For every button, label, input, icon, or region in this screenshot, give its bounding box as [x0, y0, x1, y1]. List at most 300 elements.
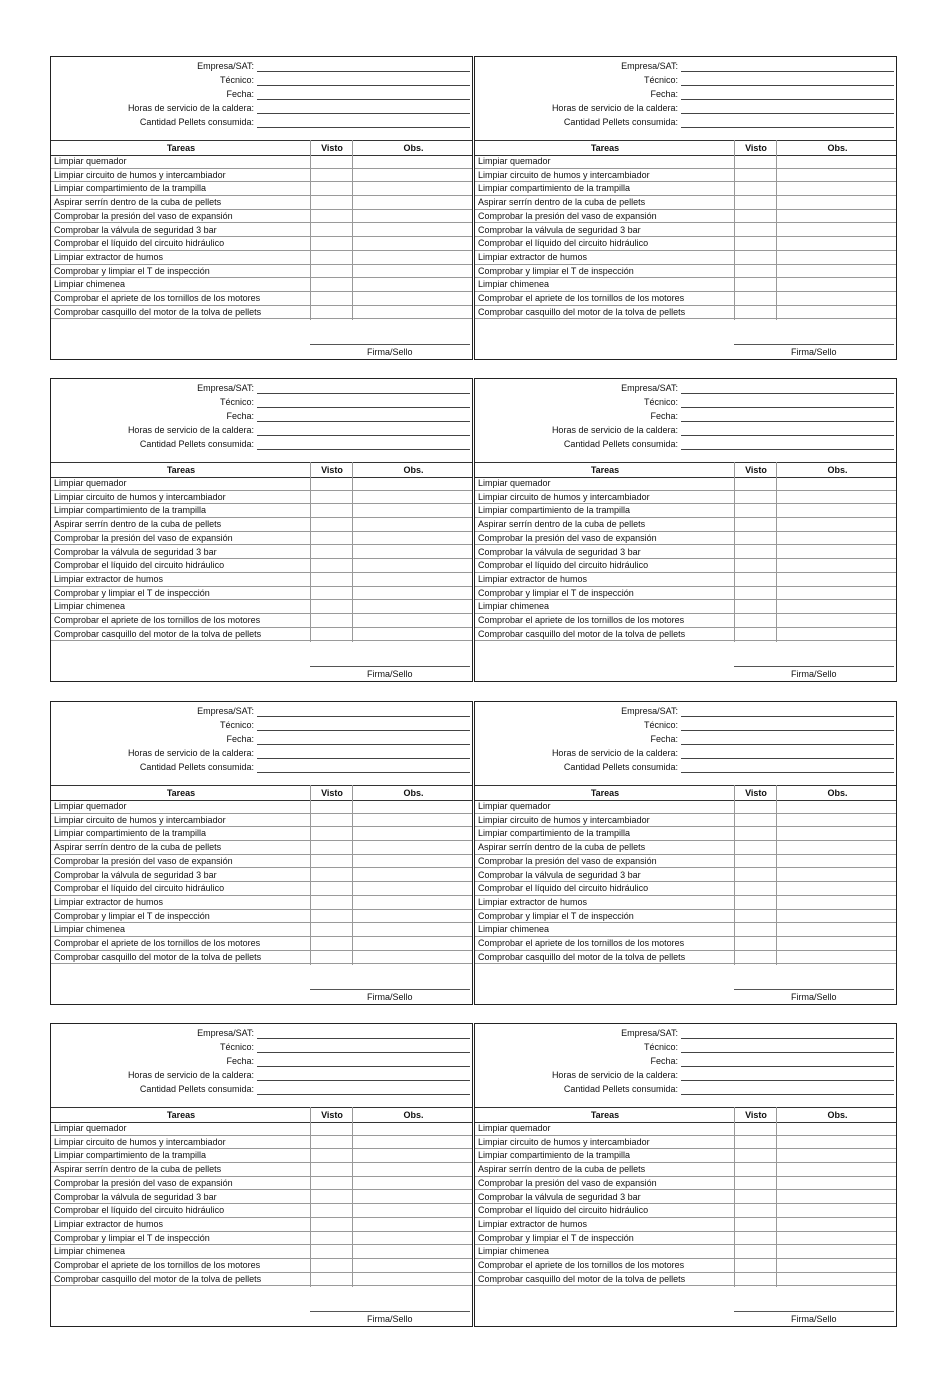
task-label: Comprobar la válvula de seguridad 3 bar [54, 1191, 217, 1202]
task-row [475, 1259, 896, 1273]
column-header-seen: Visto [745, 1110, 767, 1120]
task-label: Limpiar chimenea [478, 924, 550, 935]
task-label: Comprobar el líquido del circuito hidráulico [478, 1205, 649, 1216]
task-label: Aspirar serrín dentro de la cuba de pellets [54, 842, 222, 853]
header-field-input-line[interactable] [681, 758, 894, 759]
column-header-seen: Visto [745, 465, 767, 475]
task-row [475, 841, 896, 855]
task-row [475, 1177, 896, 1191]
header-field-row [51, 1026, 472, 1040]
column-header-tasks: Tareas [166, 143, 196, 153]
column-header-notes: Obs. [827, 465, 848, 475]
task-row [475, 1245, 896, 1259]
header-field-input-line[interactable] [681, 113, 894, 114]
task-label: Limpiar chimenea [478, 279, 550, 290]
signature-label: Firma/Sello [791, 1314, 837, 1324]
task-label: Aspirar serrín dentro de la cuba de pellets [54, 519, 222, 530]
task-label: Aspirar serrín dentro de la cuba de pellets [478, 1164, 646, 1175]
task-label: Comprobar y limpiar el T de inspección [478, 265, 634, 276]
header-field-label: Fecha: [226, 734, 254, 744]
task-row [475, 532, 896, 546]
task-label: Comprobar el líquido del circuito hidráulico [54, 883, 225, 894]
task-row [475, 292, 896, 306]
header-field-row [51, 115, 472, 129]
task-row [475, 951, 896, 965]
task-label: Comprobar y limpiar el T de inspección [478, 1232, 634, 1243]
header-field-input-line[interactable] [681, 393, 894, 394]
task-row [51, 224, 472, 238]
header-field-input-line[interactable] [681, 99, 894, 100]
task-label: Comprobar el líquido del circuito hidráulico [478, 238, 649, 249]
header-field-input-line[interactable] [257, 435, 470, 436]
header-field-label: Fecha: [650, 1056, 678, 1066]
header-field-row [51, 73, 472, 87]
notes-column-divider [776, 140, 777, 320]
column-header-tasks: Tareas [166, 465, 196, 475]
task-label: Comprobar y limpiar el T de inspección [54, 910, 210, 921]
header-field-label: Cantidad Pellets consumida: [563, 439, 678, 449]
header-field-label: Horas de servicio de la caldera: [127, 103, 254, 113]
header-field-label: Técnico: [643, 397, 678, 407]
task-row [51, 1191, 472, 1205]
task-row [51, 587, 472, 601]
task-row [475, 196, 896, 210]
task-row [51, 278, 472, 292]
task-row [51, 1259, 472, 1273]
task-row [475, 1273, 896, 1287]
header-field-row [51, 59, 472, 73]
signature-label: Firma/Sello [791, 992, 837, 1002]
header-field-label: Empresa/SAT: [197, 1028, 254, 1038]
column-header-notes: Obs. [403, 1110, 424, 1120]
task-label: Comprobar y limpiar el T de inspección [54, 587, 210, 598]
signature-line[interactable] [734, 344, 894, 345]
header-field-label: Técnico: [643, 75, 678, 85]
task-row [475, 1149, 896, 1163]
task-row [51, 251, 472, 265]
task-row [475, 224, 896, 238]
header-field-row [475, 1026, 896, 1040]
task-row [475, 882, 896, 896]
task-row [475, 477, 896, 491]
task-label: Limpiar compartimiento de la trampilla [54, 1150, 207, 1161]
header-field-input-line[interactable] [257, 758, 470, 759]
task-row [51, 210, 472, 224]
task-row [475, 896, 896, 910]
maintenance-card [50, 56, 473, 360]
task-label: Comprobar la presión del vaso de expansión [478, 210, 657, 221]
header-field-row [51, 1040, 472, 1054]
column-header-notes: Obs. [827, 788, 848, 798]
task-row [475, 1218, 896, 1232]
header-field-input-line[interactable] [257, 113, 470, 114]
header-field-label: Técnico: [219, 720, 254, 730]
header-field-input-line[interactable] [257, 1066, 470, 1067]
header-field-input-line[interactable] [257, 772, 470, 773]
header-field-row [475, 423, 896, 437]
task-row [51, 1177, 472, 1191]
task-label: Comprobar la presión del vaso de expansión [54, 210, 233, 221]
task-row [51, 532, 472, 546]
column-header-seen: Visto [745, 788, 767, 798]
task-row [475, 614, 896, 628]
task-label: Comprobar casquillo del motor de la tolva de pellets [478, 951, 686, 962]
column-header-notes: Obs. [403, 788, 424, 798]
task-row [475, 518, 896, 532]
task-row [51, 882, 472, 896]
task-row [475, 628, 896, 642]
task-table-header [51, 786, 472, 801]
column-header-notes: Obs. [827, 143, 848, 153]
task-table [51, 1107, 472, 1284]
header-field-row [475, 760, 896, 774]
header-field-input-line[interactable] [681, 730, 894, 731]
header-field-row [475, 437, 896, 451]
notes-column-divider [352, 1107, 353, 1287]
task-row [475, 237, 896, 251]
maintenance-card [50, 378, 473, 682]
task-label: Limpiar circuito de humos y intercambiador [54, 1136, 226, 1147]
task-label: Limpiar extractor de humos [478, 251, 588, 262]
header-field-row [51, 732, 472, 746]
header-field-row [475, 1068, 896, 1082]
task-label: Comprobar la presión del vaso de expansión [478, 1177, 657, 1188]
task-row [475, 504, 896, 518]
task-label: Comprobar y limpiar el T de inspección [478, 910, 634, 921]
task-label: Limpiar chimenea [54, 279, 126, 290]
task-label: Limpiar chimenea [478, 1246, 550, 1257]
task-label: Limpiar chimenea [54, 1246, 126, 1257]
header-field-label: Empresa/SAT: [197, 61, 254, 71]
task-label: Comprobar la válvula de seguridad 3 bar [54, 546, 217, 557]
header-field-label: Empresa/SAT: [621, 1028, 678, 1038]
header-field-input-line[interactable] [681, 744, 894, 745]
task-row [475, 1136, 896, 1150]
task-label: Limpiar quemador [54, 1123, 127, 1133]
header-field-label: Horas de servicio de la caldera: [127, 748, 254, 758]
signature-label: Firma/Sello [367, 347, 413, 357]
task-table-header [475, 463, 896, 478]
header-field-row [51, 437, 472, 451]
task-label: Limpiar chimenea [54, 601, 126, 612]
task-row [475, 573, 896, 587]
header-field-label: Empresa/SAT: [621, 383, 678, 393]
task-label: Comprobar la válvula de seguridad 3 bar [54, 224, 217, 235]
header-field-input-line[interactable] [257, 85, 470, 86]
task-row [51, 855, 472, 869]
task-table [51, 785, 472, 962]
column-header-tasks: Tareas [590, 465, 620, 475]
header-field-row [51, 423, 472, 437]
notes-column-divider [776, 462, 777, 642]
task-row [475, 210, 896, 224]
signature-line[interactable] [310, 344, 470, 345]
header-field-input-line[interactable] [257, 393, 470, 394]
task-row [475, 923, 896, 937]
task-row [51, 518, 472, 532]
header-field-input-line[interactable] [257, 407, 470, 408]
header-field-row [475, 395, 896, 409]
header-field-row [475, 87, 896, 101]
task-label: Aspirar serrín dentro de la cuba de pellets [478, 519, 646, 530]
task-label: Comprobar el apriete de los tornillos de los motores [478, 938, 685, 948]
header-field-row [475, 704, 896, 718]
task-row [51, 600, 472, 614]
signature-line[interactable] [310, 1311, 470, 1312]
task-table [51, 140, 472, 317]
header-field-input-line[interactable] [681, 407, 894, 408]
task-label: Comprobar el líquido del circuito hidráulico [54, 1205, 225, 1216]
header-field-row [51, 718, 472, 732]
task-label: Limpiar extractor de humos [478, 573, 588, 584]
column-header-seen: Visto [321, 465, 343, 475]
task-label: Aspirar serrín dentro de la cuba de pellets [54, 197, 222, 208]
task-label: Comprobar el apriete de los tornillos de los motores [54, 1260, 261, 1270]
task-label: Limpiar extractor de humos [54, 251, 164, 262]
maintenance-card [50, 701, 473, 1005]
task-label: Comprobar la válvula de seguridad 3 bar [478, 224, 641, 235]
task-label: Comprobar casquillo del motor de la tolva de pellets [54, 628, 262, 639]
task-row [475, 600, 896, 614]
task-row [51, 1232, 472, 1246]
maintenance-card [474, 1023, 897, 1327]
task-row [51, 923, 472, 937]
header-field-label: Técnico: [219, 1042, 254, 1052]
task-row [475, 855, 896, 869]
task-label: Limpiar compartimiento de la trampilla [54, 183, 207, 194]
task-label: Comprobar la presión del vaso de expansión [54, 532, 233, 543]
notes-column-divider [352, 462, 353, 642]
task-label: Aspirar serrín dentro de la cuba de pellets [478, 197, 646, 208]
task-label: Comprobar el apriete de los tornillos de los motores [478, 293, 685, 303]
signature-line[interactable] [310, 989, 470, 990]
task-row [51, 951, 472, 965]
task-label: Limpiar circuito de humos y intercambiador [478, 169, 650, 180]
task-table-header [475, 786, 896, 801]
task-label: Limpiar compartimiento de la trampilla [478, 828, 631, 839]
header-field-label: Técnico: [643, 1042, 678, 1052]
header-field-input-line[interactable] [681, 1080, 894, 1081]
signature-label: Firma/Sello [367, 1314, 413, 1324]
task-label: Comprobar casquillo del motor de la tolva de pellets [54, 1273, 262, 1284]
maintenance-card [50, 1023, 473, 1327]
notes-column-divider [776, 1107, 777, 1287]
task-row [475, 251, 896, 265]
header-field-input-line[interactable] [257, 1080, 470, 1081]
header-field-input-line[interactable] [257, 421, 470, 422]
task-row [475, 814, 896, 828]
header-field-input-line[interactable] [257, 99, 470, 100]
task-row [51, 196, 472, 210]
signature-label: Firma/Sello [367, 669, 413, 679]
task-row [475, 169, 896, 183]
task-row [475, 1191, 896, 1205]
task-row [51, 869, 472, 883]
header-field-row [475, 718, 896, 732]
task-label: Comprobar el apriete de los tornillos de los motores [54, 938, 261, 948]
header-field-row [51, 760, 472, 774]
task-row [475, 869, 896, 883]
seen-column-divider [310, 1107, 311, 1287]
task-row [475, 1163, 896, 1177]
header-field-input-line[interactable] [681, 1094, 894, 1095]
header-field-label: Fecha: [650, 89, 678, 99]
task-row [51, 292, 472, 306]
header-field-input-line[interactable] [257, 730, 470, 731]
header-field-label: Horas de servicio de la caldera: [551, 1070, 678, 1080]
header-field-label: Cantidad Pellets consumida: [139, 762, 254, 772]
task-table [475, 1107, 896, 1284]
task-label: Comprobar la válvula de seguridad 3 bar [478, 1191, 641, 1202]
header-field-input-line[interactable] [257, 449, 470, 450]
column-header-tasks: Tareas [590, 788, 620, 798]
task-row [51, 1245, 472, 1259]
task-row [51, 155, 472, 169]
maintenance-card [474, 701, 897, 1005]
header-field-input-line[interactable] [681, 127, 894, 128]
header-field-input-line[interactable] [257, 1052, 470, 1053]
header-field-row [51, 409, 472, 423]
header-field-input-line[interactable] [681, 71, 894, 72]
header-field-input-line[interactable] [257, 744, 470, 745]
task-label: Limpiar compartimiento de la trampilla [478, 1150, 631, 1161]
task-table [51, 462, 472, 639]
task-label: Limpiar chimenea [54, 924, 126, 935]
task-label: Limpiar circuito de humos y intercambiador [54, 491, 226, 502]
task-label: Limpiar circuito de humos y intercambiador [478, 814, 650, 825]
task-label: Comprobar el líquido del circuito hidráulico [478, 560, 649, 571]
task-row [475, 155, 896, 169]
task-row [475, 800, 896, 814]
header-field-input-line[interactable] [257, 127, 470, 128]
header-field-input-line[interactable] [257, 1094, 470, 1095]
signature-line[interactable] [734, 989, 894, 990]
column-header-tasks: Tareas [166, 788, 196, 798]
header-field-row [475, 732, 896, 746]
seen-column-divider [310, 462, 311, 642]
header-field-row [51, 1054, 472, 1068]
column-header-seen: Visto [321, 1110, 343, 1120]
maintenance-card [474, 378, 897, 682]
task-row [475, 937, 896, 951]
header-field-input-line[interactable] [681, 772, 894, 773]
task-row [475, 491, 896, 505]
task-row [51, 800, 472, 814]
task-label: Limpiar extractor de humos [54, 896, 164, 907]
task-row [51, 559, 472, 573]
task-row [51, 628, 472, 642]
task-row [51, 1218, 472, 1232]
task-row [51, 237, 472, 251]
header-field-label: Técnico: [219, 75, 254, 85]
task-row [475, 265, 896, 279]
header-field-label: Fecha: [226, 1056, 254, 1066]
header-field-input-line[interactable] [681, 1038, 894, 1039]
task-label: Limpiar circuito de humos y intercambiador [54, 814, 226, 825]
header-field-row [475, 746, 896, 760]
header-field-input-line[interactable] [681, 85, 894, 86]
header-field-label: Fecha: [226, 89, 254, 99]
header-field-label: Empresa/SAT: [197, 383, 254, 393]
task-label: Comprobar el apriete de los tornillos de los motores [54, 293, 261, 303]
header-field-row [475, 73, 896, 87]
task-label: Comprobar el apriete de los tornillos de los motores [54, 615, 261, 625]
header-field-input-line[interactable] [681, 716, 894, 717]
notes-column-divider [352, 785, 353, 965]
signature-line[interactable] [734, 666, 894, 667]
seen-column-divider [734, 462, 735, 642]
header-field-input-line[interactable] [681, 435, 894, 436]
header-field-label: Horas de servicio de la caldera: [551, 425, 678, 435]
task-row [51, 265, 472, 279]
header-field-row [51, 101, 472, 115]
task-label: Comprobar la válvula de seguridad 3 bar [478, 546, 641, 557]
task-row [475, 827, 896, 841]
task-label: Limpiar circuito de humos y intercambiador [478, 491, 650, 502]
signature-line[interactable] [734, 1311, 894, 1312]
task-row [475, 587, 896, 601]
task-label: Aspirar serrín dentro de la cuba de pellets [54, 1164, 222, 1175]
seen-column-divider [734, 1107, 735, 1287]
header-field-input-line[interactable] [681, 1066, 894, 1067]
seen-column-divider [734, 785, 735, 965]
task-label: Comprobar y limpiar el T de inspección [54, 1232, 210, 1243]
task-label: Comprobar y limpiar el T de inspección [478, 587, 634, 598]
header-field-input-line[interactable] [257, 716, 470, 717]
task-table [475, 140, 896, 317]
header-field-input-line[interactable] [257, 1038, 470, 1039]
task-table [475, 785, 896, 962]
signature-label: Firma/Sello [791, 669, 837, 679]
task-label: Limpiar quemador [478, 156, 551, 166]
header-field-input-line[interactable] [681, 421, 894, 422]
task-table-header [51, 1108, 472, 1123]
signature-line[interactable] [310, 666, 470, 667]
header-field-row [51, 746, 472, 760]
header-field-label: Cantidad Pellets consumida: [563, 762, 678, 772]
header-field-input-line[interactable] [681, 1052, 894, 1053]
task-label: Comprobar el líquido del circuito hidráulico [478, 883, 649, 894]
header-field-label: Fecha: [226, 411, 254, 421]
task-row [475, 910, 896, 924]
task-label: Comprobar casquillo del motor de la tolva de pellets [478, 1273, 686, 1284]
task-row [51, 1122, 472, 1136]
header-field-label: Empresa/SAT: [197, 706, 254, 716]
task-row [475, 1232, 896, 1246]
task-table-header [475, 141, 896, 156]
notes-column-divider [776, 785, 777, 965]
task-row [475, 278, 896, 292]
task-row [51, 573, 472, 587]
task-row [51, 814, 472, 828]
header-field-row [51, 395, 472, 409]
header-field-input-line[interactable] [681, 449, 894, 450]
task-label: Limpiar quemador [54, 801, 127, 811]
task-row [475, 1122, 896, 1136]
maintenance-card [474, 56, 897, 360]
task-label: Comprobar casquillo del motor de la tolva de pellets [478, 306, 686, 317]
task-label: Comprobar la válvula de seguridad 3 bar [54, 869, 217, 880]
header-field-input-line[interactable] [257, 71, 470, 72]
header-field-row [475, 101, 896, 115]
task-label: Comprobar la válvula de seguridad 3 bar [478, 869, 641, 880]
task-row [51, 477, 472, 491]
task-label: Comprobar el apriete de los tornillos de los motores [478, 1260, 685, 1270]
task-label: Limpiar quemador [478, 801, 551, 811]
header-field-label: Horas de servicio de la caldera: [127, 1070, 254, 1080]
task-label: Limpiar extractor de humos [478, 1218, 588, 1229]
column-header-seen: Visto [745, 143, 767, 153]
